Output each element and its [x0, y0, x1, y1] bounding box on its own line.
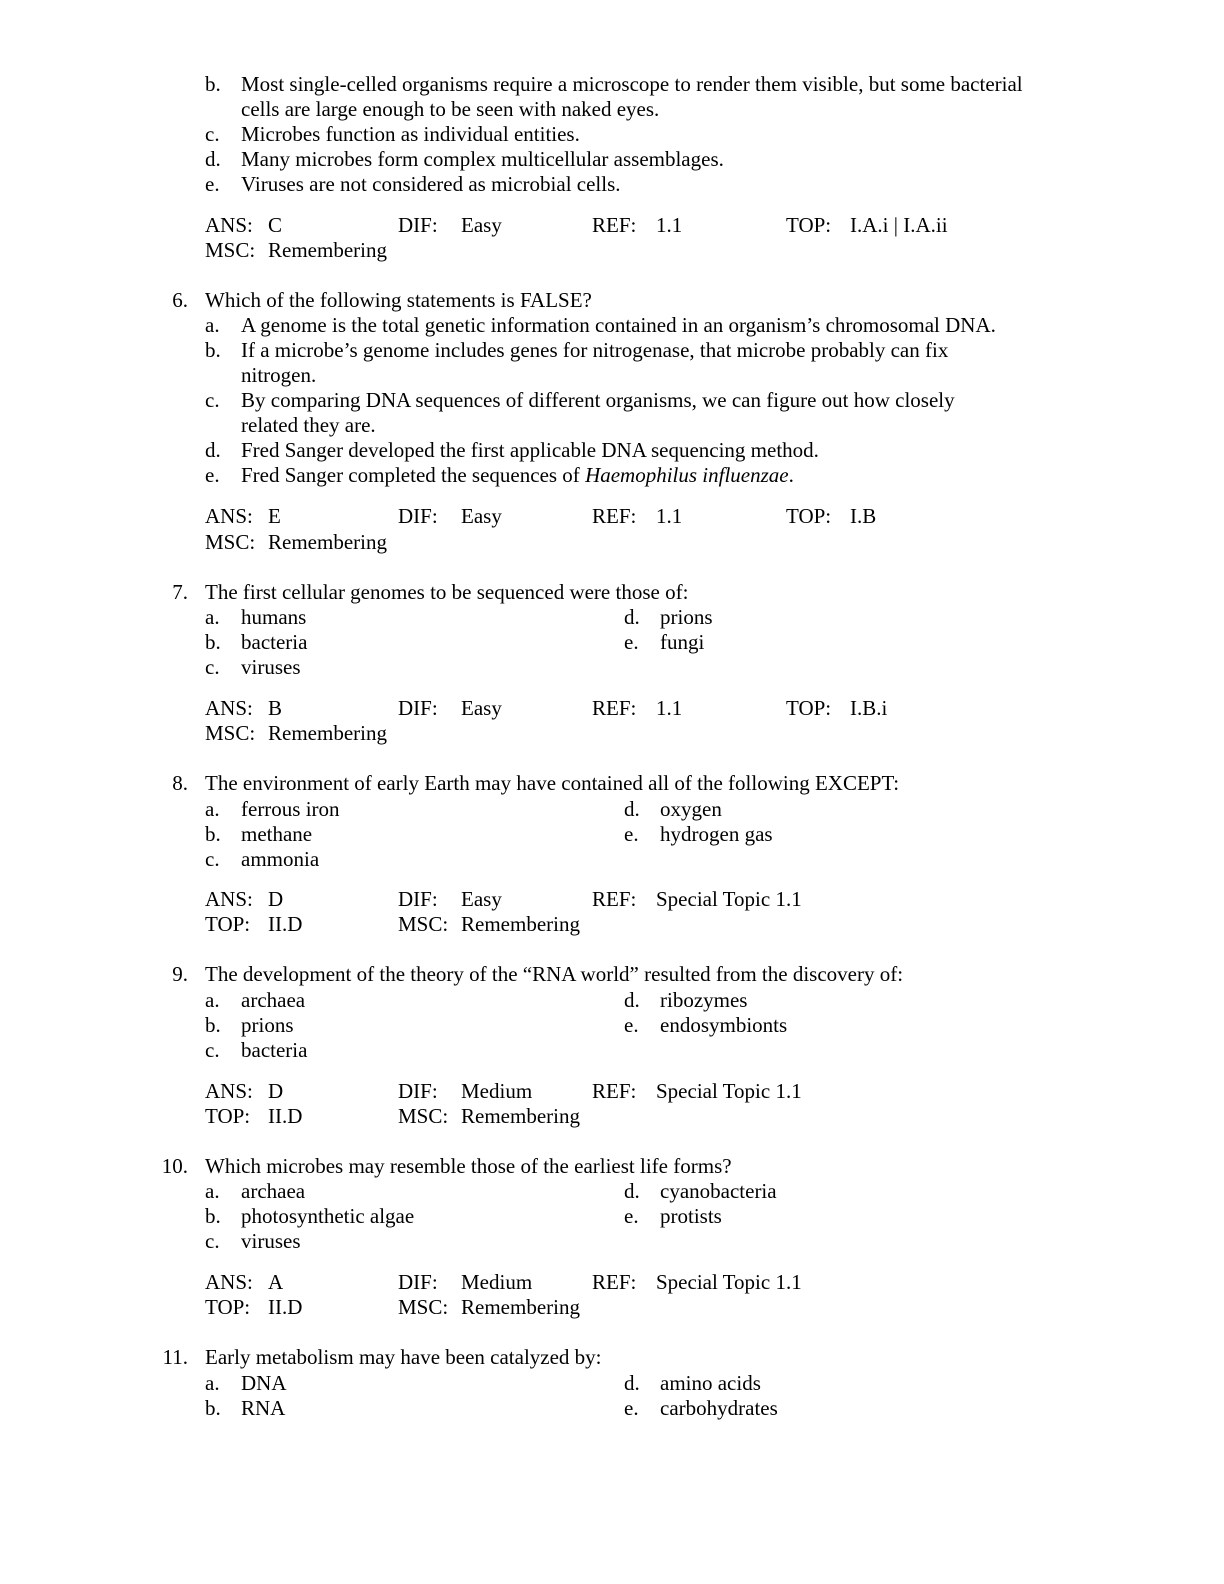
option-letter: e. [205, 172, 220, 196]
top-label: TOP: [205, 1295, 251, 1319]
dif-label: DIF: [398, 213, 438, 237]
option-letter: c. [205, 388, 220, 412]
q5-option-d [205, 147, 1035, 172]
ref-value: 1.1 [656, 696, 683, 720]
msc-label: MSC: [205, 721, 256, 745]
ref-value: 1.1 [656, 213, 683, 237]
ans-value: D [268, 887, 284, 911]
ans-label: ANS: [205, 504, 253, 528]
option-letter: c. [205, 122, 220, 146]
option-text: carbohydrates [660, 1396, 778, 1420]
question-text: The environment of early Earth may have contained all of the following EXCEPT: [205, 771, 900, 795]
question-number: 9. [172, 962, 188, 986]
option-text: cyanobacteria [660, 1179, 777, 1203]
option-text: protists [660, 1204, 722, 1228]
question-number: 11. [162, 1345, 188, 1369]
top-label: TOP: [786, 213, 832, 237]
dif-label: DIF: [398, 696, 438, 720]
option-text: archaea [241, 988, 306, 1012]
ans-label: ANS: [205, 1079, 253, 1103]
option-letter: b. [205, 822, 221, 846]
ans-label: ANS: [205, 213, 253, 237]
top-value: I.B [850, 504, 877, 528]
option-letter: d. [205, 438, 221, 462]
option-text: viruses [241, 1229, 301, 1253]
top-value: II.D [268, 1295, 303, 1319]
ref-label: REF: [592, 504, 637, 528]
dif-value: Easy [461, 696, 502, 720]
option-text: Fred Sanger developed the first applicable DNA sequencing method. [241, 438, 819, 462]
option-text: humans [241, 605, 307, 629]
ref-label: REF: [592, 696, 637, 720]
option-letter: d. [624, 797, 640, 821]
ref-label: REF: [592, 1270, 637, 1294]
q11-option-d [624, 1371, 1024, 1396]
msc-value: Remembering [461, 1295, 580, 1319]
option-text: By comparing DNA sequences of different organisms, we can figure out how closely related they are. [241, 388, 955, 437]
option-text-start: Fred Sanger completed the sequences of [241, 463, 586, 487]
ref-value: Special Topic 1.1 [656, 887, 802, 911]
msc-value: Remembering [268, 721, 387, 745]
option-text: bacteria [241, 630, 308, 654]
dif-value: Easy [461, 887, 502, 911]
q7-option-d [624, 605, 1024, 630]
top-value: I.B.i [850, 696, 888, 720]
question-number: 10. [161, 1154, 188, 1178]
option-text: prions [660, 605, 713, 629]
top-value: I.A.i | I.A.ii [850, 213, 948, 237]
option-text: amino acids [660, 1371, 761, 1395]
msc-value: Remembering [461, 1104, 580, 1128]
option-text: If a microbe’s genome includes genes for nitrogenase, that microbe probably can fix nitrogen. [241, 338, 949, 387]
option-text-end: . [788, 463, 794, 487]
option-letter: b. [205, 1204, 221, 1228]
option-text: ferrous iron [241, 797, 340, 821]
ans-label: ANS: [205, 696, 253, 720]
option-letter: d. [624, 1179, 640, 1203]
question-text: Which microbes may resemble those of the earliest life forms? [205, 1154, 732, 1178]
q8-option-d [624, 797, 1024, 822]
ans-label: ANS: [205, 887, 253, 911]
ref-label: REF: [592, 1079, 637, 1103]
option-text: methane [241, 822, 313, 846]
question-text: Early metabolism may have been catalyzed by: [205, 1345, 602, 1369]
ans-value: A [268, 1270, 284, 1294]
option-letter: c. [205, 655, 220, 679]
q6-option-e [205, 463, 1035, 488]
q7-option-e [624, 630, 1024, 655]
option-letter: a. [205, 988, 220, 1012]
dif-value: Easy [461, 504, 502, 528]
top-value: II.D [268, 912, 303, 936]
option-letter: a. [205, 1371, 220, 1395]
dif-label: DIF: [398, 1079, 438, 1103]
option-letter: d. [205, 147, 221, 171]
msc-label: MSC: [205, 238, 256, 262]
ans-value: E [268, 504, 281, 528]
q9-option-d [624, 988, 1024, 1013]
option-letter: e. [624, 630, 639, 654]
dif-value: Medium [461, 1270, 533, 1294]
option-letter: c. [205, 1229, 220, 1253]
q5-option-b [205, 72, 1035, 122]
question-text: The first cellular genomes to be sequenced were those of: [205, 580, 689, 604]
ref-value: Special Topic 1.1 [656, 1079, 802, 1103]
option-letter: b. [205, 72, 221, 96]
dif-label: DIF: [398, 504, 438, 528]
option-letter: b. [205, 1013, 221, 1037]
question-number: 7. [172, 580, 188, 604]
msc-label: MSC: [398, 1295, 449, 1319]
dif-label: DIF: [398, 887, 438, 911]
question-number: 6. [172, 288, 188, 312]
option-letter: b. [205, 1396, 221, 1420]
option-text: viruses [241, 655, 301, 679]
top-label: TOP: [786, 504, 832, 528]
ref-label: REF: [592, 887, 637, 911]
option-text: bacteria [241, 1038, 308, 1062]
option-letter: b. [205, 338, 221, 362]
ref-value: Special Topic 1.1 [656, 1270, 802, 1294]
ans-value: B [268, 696, 283, 720]
q5-option-e [205, 172, 1035, 197]
option-letter: e. [624, 1204, 639, 1228]
ans-value: D [268, 1079, 284, 1103]
option-letter: a. [205, 797, 220, 821]
q6-option-c [205, 388, 1005, 438]
top-label: TOP: [786, 696, 832, 720]
q9-option-e [624, 1013, 1024, 1038]
q7-option-c [205, 655, 1035, 680]
option-letter: a. [205, 605, 220, 629]
q8-option-e [624, 822, 1024, 847]
option-text [241, 463, 1035, 488]
species-name: Haemophilus influenzae [585, 463, 789, 487]
ans-value: C [268, 213, 283, 237]
q9-option-c [205, 1038, 1035, 1063]
msc-value: Remembering [461, 912, 580, 936]
option-text: A genome is the total genetic information contained in an organism’s chromosomal DNA. [241, 313, 996, 337]
q10-option-c [205, 1229, 1035, 1254]
msc-label: MSC: [398, 912, 449, 936]
option-text: Viruses are not considered as microbial cells. [241, 172, 621, 196]
top-label: TOP: [205, 912, 251, 936]
option-letter: c. [205, 847, 220, 871]
option-letter: d. [624, 605, 640, 629]
option-letter: e. [624, 1013, 639, 1037]
option-text: prions [241, 1013, 294, 1037]
question-text: Which of the following statements is FALSE? [205, 288, 592, 312]
q6-option-a [205, 313, 1045, 338]
option-text: oxygen [660, 797, 722, 821]
option-text: RNA [241, 1396, 286, 1420]
option-letter: e. [205, 463, 220, 487]
option-text: fungi [660, 630, 705, 654]
dif-value: Medium [461, 1079, 533, 1103]
option-text: Most single-celled organisms require a microscope to render them visible, but some bacterial cells are large enough to be seen with naked eyes. [241, 72, 1023, 121]
top-label: TOP: [205, 1104, 251, 1128]
option-text: DNA [241, 1371, 287, 1395]
question-text: The development of the theory of the “RNA world” resulted from the discovery of: [205, 962, 904, 986]
ans-label: ANS: [205, 1270, 253, 1294]
q6-option-b [205, 338, 995, 388]
dif-label: DIF: [398, 1270, 438, 1294]
option-letter: d. [624, 1371, 640, 1395]
ref-label: REF: [592, 213, 637, 237]
option-letter: e. [624, 1396, 639, 1420]
top-value: II.D [268, 1104, 303, 1128]
dif-value: Easy [461, 213, 502, 237]
msc-label: MSC: [205, 530, 256, 554]
q11-option-e [624, 1396, 1024, 1421]
option-letter: a. [205, 313, 220, 337]
q8-option-c [205, 847, 1035, 872]
q10-option-e [624, 1204, 1024, 1229]
option-letter: d. [624, 988, 640, 1012]
msc-value: Remembering [268, 530, 387, 554]
msc-label: MSC: [398, 1104, 449, 1128]
option-text: ribozymes [660, 988, 748, 1012]
option-text: ammonia [241, 847, 320, 871]
option-letter: c. [205, 1038, 220, 1062]
ref-value: 1.1 [656, 504, 683, 528]
msc-value: Remembering [268, 238, 387, 262]
option-letter: b. [205, 630, 221, 654]
option-text: endosymbionts [660, 1013, 788, 1037]
q6-option-d [205, 438, 1035, 463]
q5-option-c [205, 122, 1035, 147]
option-letter: e. [624, 822, 639, 846]
option-letter: a. [205, 1179, 220, 1203]
q10-option-d [624, 1179, 1024, 1204]
option-text: photosynthetic algae [241, 1204, 415, 1228]
option-text: Microbes function as individual entities. [241, 122, 580, 146]
question-number: 8. [172, 771, 188, 795]
option-text: archaea [241, 1179, 306, 1203]
option-text: hydrogen gas [660, 822, 773, 846]
option-text: Many microbes form complex multicellular assemblages. [241, 147, 724, 171]
